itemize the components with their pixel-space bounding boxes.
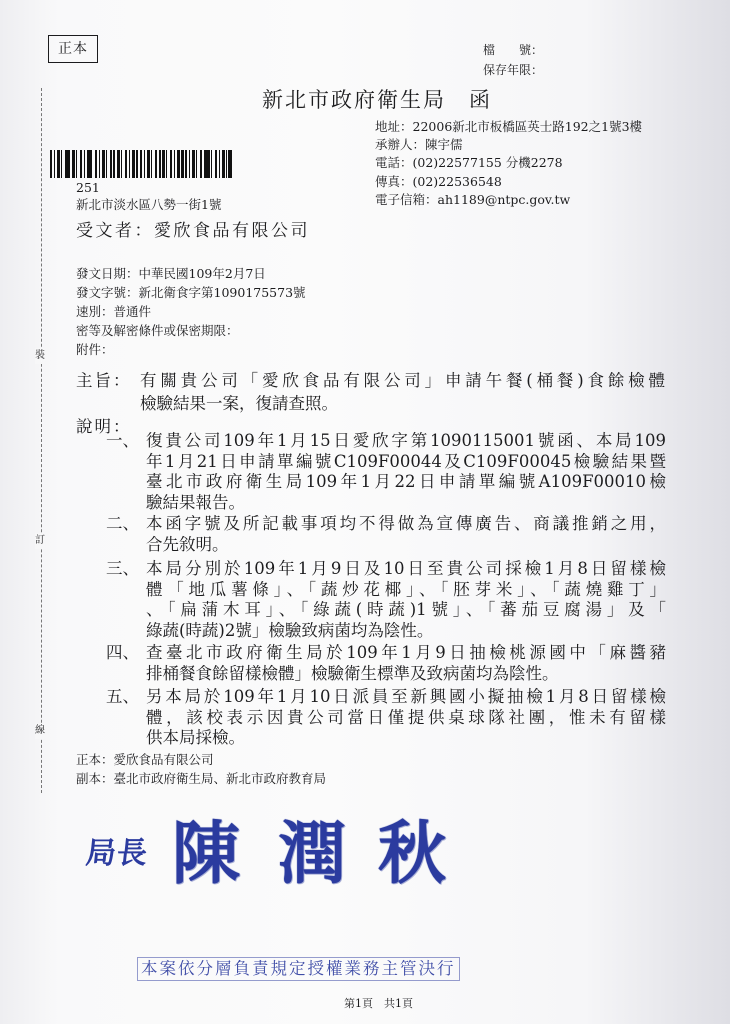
document-meta bbox=[76, 265, 306, 360]
item-line: 查臺北市政府衛生局於109年1月9日抽檢桃源國中「麻醬豬 bbox=[146, 643, 666, 662]
sender-address-value: 22006新北市板橋區英士路192之1號3樓 bbox=[412, 119, 643, 134]
item-number: 二、 bbox=[106, 514, 139, 533]
item-line: 本函字號及所記載事項均不得做為宣傳廣告、商議推銷之用， bbox=[146, 514, 666, 533]
explanation-item-3 bbox=[106, 559, 666, 641]
document-number bbox=[76, 284, 306, 303]
signature-title: 局長 bbox=[84, 836, 150, 871]
signature-name-char: 陳 bbox=[172, 814, 241, 894]
file-number-label: 檔 號： bbox=[483, 43, 544, 57]
cc-recipients bbox=[76, 770, 326, 789]
recipient-label: 受文者： bbox=[76, 221, 154, 241]
issue-date-label: 發文日期： bbox=[76, 266, 139, 281]
approval-stamp: 本案依分層負責規定授權業務主管決行 bbox=[137, 957, 460, 981]
item-text bbox=[146, 431, 666, 514]
document-number-value: 新北衛食字第1090175573號 bbox=[138, 284, 306, 300]
sender-info bbox=[375, 118, 642, 209]
sender-officer-value: 陳宇儒 bbox=[425, 137, 463, 153]
delivery-speed-value: 普通件 bbox=[113, 303, 152, 319]
binding-mark-ding: 訂 bbox=[35, 533, 45, 549]
subject-line: 有關貴公司「愛欣食品有限公司」申請午餐(桶餐)食餘檢體 bbox=[140, 371, 665, 390]
archive-info bbox=[483, 40, 543, 80]
delivery-speed bbox=[76, 303, 306, 322]
item-line: 合先敘明。 bbox=[146, 534, 229, 554]
item-line: 、「扁蒲木耳」、「綠蔬(時蔬)1號」、「蕃茄豆腐湯」及「 bbox=[146, 600, 666, 620]
sender-email bbox=[375, 191, 642, 209]
sender-phone-value: (02)22577155 分機2278 bbox=[412, 155, 563, 171]
secrecy-level-label: 密等及解密條件或保密期限： bbox=[76, 322, 239, 338]
original-label: 正本： bbox=[76, 752, 114, 767]
cc-label: 副本： bbox=[76, 770, 114, 786]
copy-mark-box: 正本 bbox=[48, 35, 98, 63]
sender-officer bbox=[375, 136, 642, 154]
item-number: 四、 bbox=[106, 643, 139, 662]
item-text bbox=[146, 559, 666, 642]
attachments-label: 附件： bbox=[76, 341, 114, 357]
sender-phone bbox=[375, 154, 642, 172]
sender-address-label: 地址： bbox=[375, 119, 413, 134]
issue-date-value: 中華民國109年2月7日 bbox=[138, 266, 266, 281]
item-line: 排桶餐食餘留樣檢體」檢驗衛生標準及致病菌均為陰性。 bbox=[146, 663, 559, 683]
item-line: 體，該校表示因貴公司當日僅提供桌球隊社團，惟未有留樣 bbox=[146, 707, 666, 727]
item-text bbox=[146, 514, 666, 555]
item-text bbox=[146, 687, 666, 749]
sender-fax-label: 傳真： bbox=[375, 173, 413, 189]
sender-email-value: ah1189@ntpc.gov.tw bbox=[437, 191, 571, 207]
item-line: 復貴公司109年1月15日愛欣字第1090115001號函、本局109 bbox=[146, 431, 666, 450]
recipient-line bbox=[76, 219, 310, 243]
sender-fax-value: (02)22536548 bbox=[412, 173, 502, 189]
item-line: 另本局於109年1月10日派員至新興國小擬抽檢1月8日留樣檢 bbox=[146, 687, 666, 706]
item-line: 驗結果報告。 bbox=[146, 493, 245, 513]
sender-fax bbox=[375, 173, 642, 191]
item-line: 臺北市政府衛生局109年1月22日申請單編號A109F00010檢 bbox=[146, 472, 666, 492]
document-number-label: 發文字號： bbox=[76, 284, 139, 300]
delivery-speed-label: 速別： bbox=[76, 303, 114, 319]
item-number: 五、 bbox=[106, 687, 139, 706]
item-line: 綠蔬(時蔬)2號」檢驗致病菌均為陰性。 bbox=[146, 621, 434, 641]
page-number: 第1頁 共1頁 bbox=[344, 997, 413, 1010]
sender-address bbox=[375, 118, 642, 136]
item-line: 體「地瓜薯條」、「蔬炒花椰」、「胚芽米」、「蔬燒雞丁」 bbox=[146, 579, 666, 599]
document-title: 新北市政府衛生局 函 bbox=[262, 88, 492, 112]
binding-dashed-line bbox=[41, 88, 42, 793]
barcode bbox=[50, 150, 232, 178]
binding-mark-xian: 線 bbox=[35, 723, 45, 739]
distribution-list bbox=[76, 751, 326, 788]
explanation-item-2 bbox=[106, 514, 666, 554]
item-line: 年1月21日申請單編號C109F00044及C109F00045檢驗結果暨 bbox=[146, 451, 666, 471]
explanation-item-4 bbox=[106, 643, 666, 683]
sender-officer-label: 承辦人： bbox=[375, 137, 426, 153]
issue-date bbox=[76, 265, 306, 284]
secrecy-level bbox=[76, 322, 306, 341]
sender-phone-label: 電話： bbox=[375, 155, 413, 171]
original-recipient bbox=[76, 751, 326, 770]
explanation-item-1 bbox=[106, 431, 666, 513]
explanation-item-5 bbox=[106, 687, 666, 748]
item-number: 一、 bbox=[106, 431, 139, 450]
attachments bbox=[76, 341, 306, 360]
subject-line: 檢驗結果一案，復請查照。 bbox=[140, 394, 338, 413]
item-text bbox=[146, 643, 666, 684]
binding-mark-zhuang: 裝 bbox=[35, 348, 45, 364]
retention-period-label: 保存年限： bbox=[483, 63, 544, 77]
recipient-postal-code: 251 bbox=[76, 180, 100, 195]
sender-email-label: 電子信箱： bbox=[375, 191, 438, 207]
subject-text bbox=[140, 369, 665, 415]
signature-name-char: 秋 bbox=[378, 814, 447, 894]
recipient-name: 愛欣食品有限公司 bbox=[154, 221, 310, 241]
cc-value: 臺北市政府衛生局、新北市政府教育局 bbox=[113, 770, 327, 786]
item-line: 本局分別於109年1月9日及10日至貴公司採檢1月8日留樣檢 bbox=[146, 559, 666, 578]
item-number: 三、 bbox=[106, 559, 139, 578]
subject-label: 主旨： bbox=[76, 371, 132, 390]
signature-name-char: 潤 bbox=[278, 814, 347, 894]
explanation-label: 說明： bbox=[76, 417, 132, 436]
recipient-address: 新北市淡水區八勢一街1號 bbox=[76, 197, 222, 212]
original-value: 愛欣食品有限公司 bbox=[113, 752, 214, 767]
item-line: 供本局採檢。 bbox=[146, 728, 245, 748]
